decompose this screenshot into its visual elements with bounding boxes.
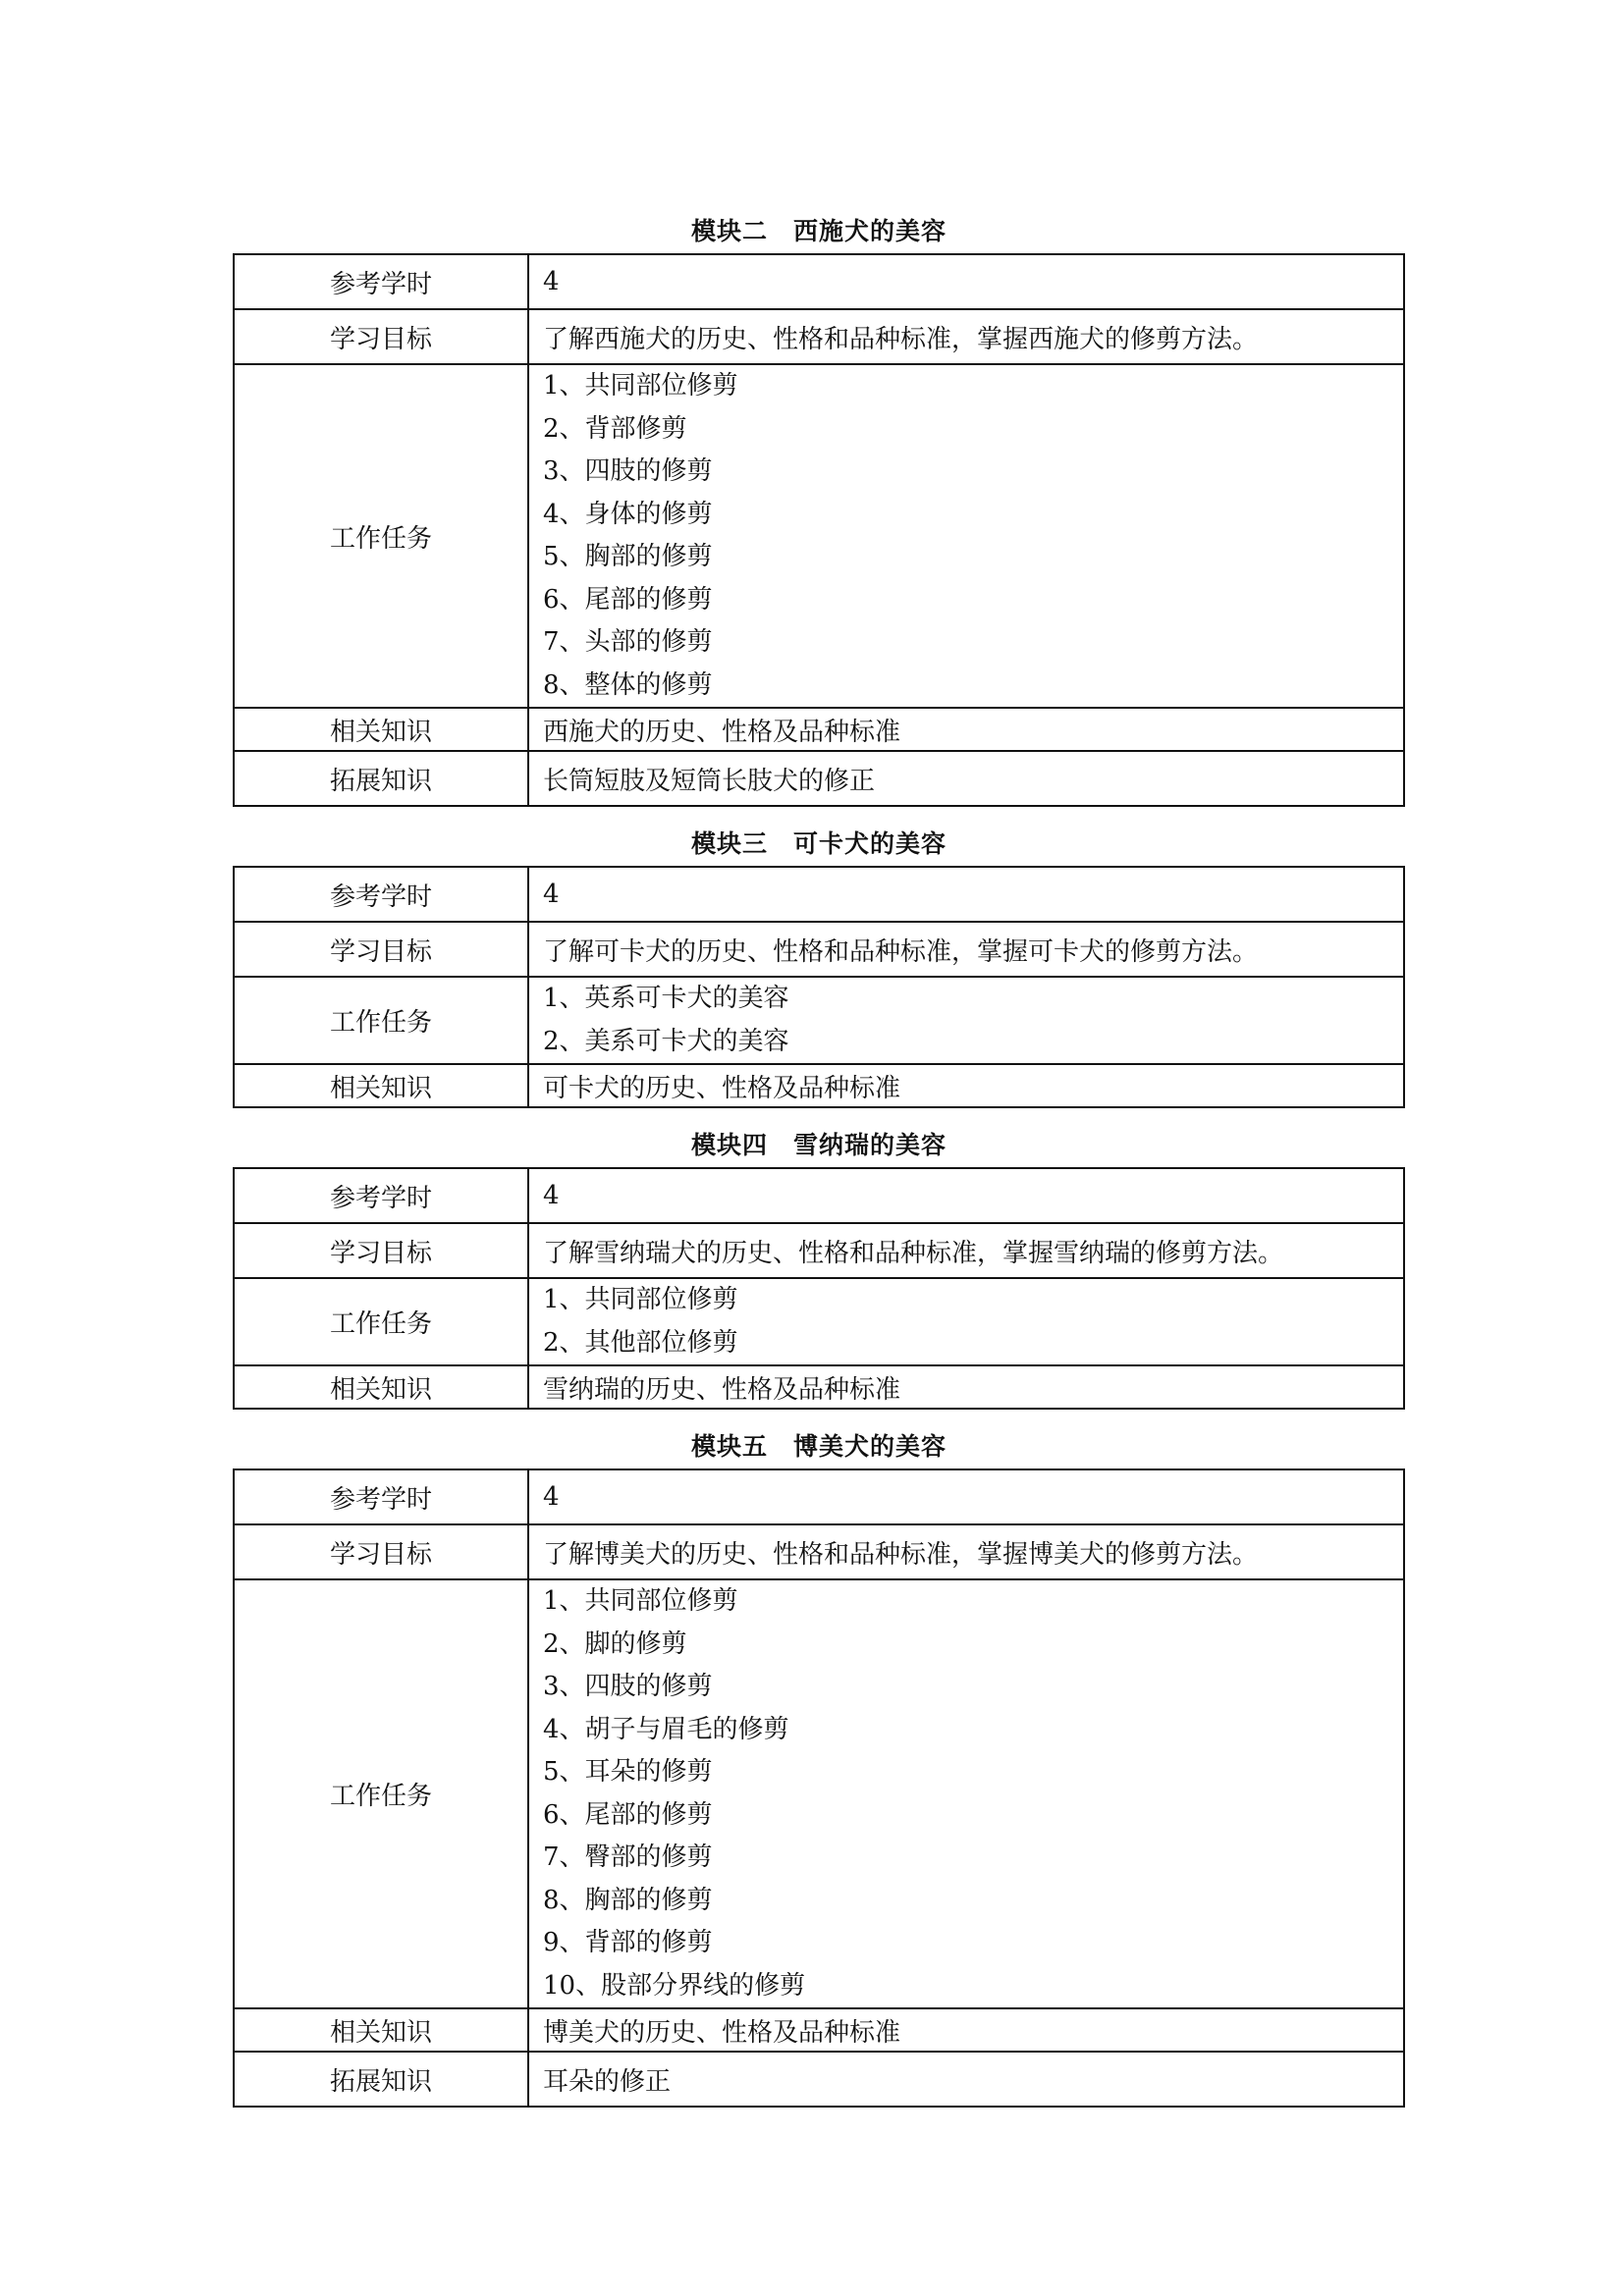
task-item: 1、共同部位修剪 [543, 1285, 738, 1314]
label-tasks: 工作任务 [234, 1579, 528, 2008]
module-2 [233, 210, 1405, 807]
row-knowledge [234, 2008, 1404, 2052]
row-goal [234, 309, 1404, 364]
row-tasks [234, 977, 1404, 1064]
label-goal: 学习目标 [234, 1223, 528, 1278]
task-item: 6、尾部的修剪 [543, 584, 713, 614]
task-item: 6、尾部的修剪 [543, 1799, 713, 1830]
value-hours: 4 [528, 867, 1404, 922]
task-item: 7、臀部的修剪 [543, 1842, 713, 1872]
module-title: 模块二 西施犬的美容 [690, 217, 947, 245]
value-goal: 了解博美犬的历史、性格和品种标准，掌握博美犬的修剪方法。 [528, 1524, 1404, 1579]
value-tasks [528, 977, 1404, 1064]
task-item: 4、身体的修剪 [543, 499, 713, 529]
task-item: 2、脚的修剪 [543, 1629, 687, 1659]
row-extend [234, 751, 1404, 806]
label-extend: 拓展知识 [234, 2052, 528, 2107]
label-knowledge: 相关知识 [234, 1064, 528, 1107]
module-table [233, 1167, 1405, 1410]
value-hours: 4 [528, 1168, 1404, 1223]
module-title: 模块三 可卡犬的美容 [690, 829, 947, 858]
module-table [233, 253, 1405, 807]
value-extend: 长筒短肢及短筒长肢犬的修正 [528, 751, 1404, 806]
row-goal [234, 1524, 1404, 1579]
row-goal [234, 922, 1404, 977]
module-title: 模块五 博美犬的美容 [690, 1432, 947, 1461]
task-item: 4、胡子与眉毛的修剪 [543, 1714, 789, 1744]
row-knowledge [234, 708, 1404, 751]
task-item: 5、耳朵的修剪 [543, 1757, 713, 1787]
task-item: 7、头部的修剪 [543, 627, 713, 657]
label-tasks: 工作任务 [234, 364, 528, 708]
value-tasks [528, 364, 1404, 708]
value-tasks [528, 1278, 1404, 1365]
task-item: 1、英系可卡犬的美容 [543, 984, 789, 1013]
value-knowledge: 可卡犬的历史、性格及品种标准 [528, 1064, 1404, 1107]
label-knowledge: 相关知识 [234, 708, 528, 751]
label-knowledge: 相关知识 [234, 2008, 528, 2052]
task-item: 3、四肢的修剪 [543, 1672, 713, 1701]
value-knowledge: 西施犬的历史、性格及品种标准 [528, 708, 1404, 751]
label-goal: 学习目标 [234, 1524, 528, 1579]
task-item: 8、胸部的修剪 [543, 1885, 713, 1915]
task-item: 2、美系可卡犬的美容 [543, 1026, 789, 1056]
module-3 [233, 823, 1405, 1108]
value-knowledge: 雪纳瑞的历史、性格及品种标准 [528, 1365, 1404, 1409]
label-tasks: 工作任务 [234, 977, 528, 1064]
task-item: 2、其他部位修剪 [543, 1327, 738, 1358]
row-tasks [234, 1579, 1404, 2008]
row-hours [234, 1469, 1404, 1524]
label-tasks: 工作任务 [234, 1278, 528, 1365]
row-knowledge [234, 1064, 1404, 1107]
module-table [233, 866, 1405, 1108]
label-goal: 学习目标 [234, 922, 528, 977]
label-hours: 参考学时 [234, 867, 528, 922]
value-goal: 了解雪纳瑞犬的历史、性格和品种标准，掌握雪纳瑞的修剪方法。 [528, 1223, 1404, 1278]
row-extend [234, 2052, 1404, 2107]
module-table [233, 1468, 1405, 2108]
row-hours [234, 254, 1404, 309]
task-item: 8、整体的修剪 [543, 669, 713, 700]
task-item: 10、股部分界线的修剪 [543, 1970, 806, 2001]
row-knowledge [234, 1365, 1404, 1409]
task-item: 5、胸部的修剪 [543, 542, 713, 571]
value-extend: 耳朵的修正 [528, 2052, 1404, 2107]
module-5 [233, 1425, 1405, 2108]
value-knowledge: 博美犬的历史、性格及品种标准 [528, 2008, 1404, 2052]
module-4 [233, 1124, 1405, 1410]
value-hours: 4 [528, 1469, 1404, 1524]
row-tasks [234, 364, 1404, 708]
module-title: 模块四 雪纳瑞的美容 [690, 1131, 947, 1159]
label-goal: 学习目标 [234, 309, 528, 364]
label-hours: 参考学时 [234, 1469, 528, 1524]
task-item: 9、背部的修剪 [543, 1928, 713, 1957]
task-item: 1、共同部位修剪 [543, 371, 738, 400]
row-hours [234, 867, 1404, 922]
value-tasks [528, 1579, 1404, 2008]
task-item: 2、背部修剪 [543, 413, 687, 444]
row-goal [234, 1223, 1404, 1278]
label-hours: 参考学时 [234, 254, 528, 309]
label-knowledge: 相关知识 [234, 1365, 528, 1409]
task-item: 1、共同部位修剪 [543, 1586, 738, 1616]
value-goal: 了解可卡犬的历史、性格和品种标准，掌握可卡犬的修剪方法。 [528, 922, 1404, 977]
label-hours: 参考学时 [234, 1168, 528, 1223]
label-extend: 拓展知识 [234, 751, 528, 806]
value-hours: 4 [528, 254, 1404, 309]
task-item: 3、四肢的修剪 [543, 456, 713, 486]
value-goal: 了解西施犬的历史、性格和品种标准，掌握西施犬的修剪方法。 [528, 309, 1404, 364]
row-hours [234, 1168, 1404, 1223]
row-tasks [234, 1278, 1404, 1365]
